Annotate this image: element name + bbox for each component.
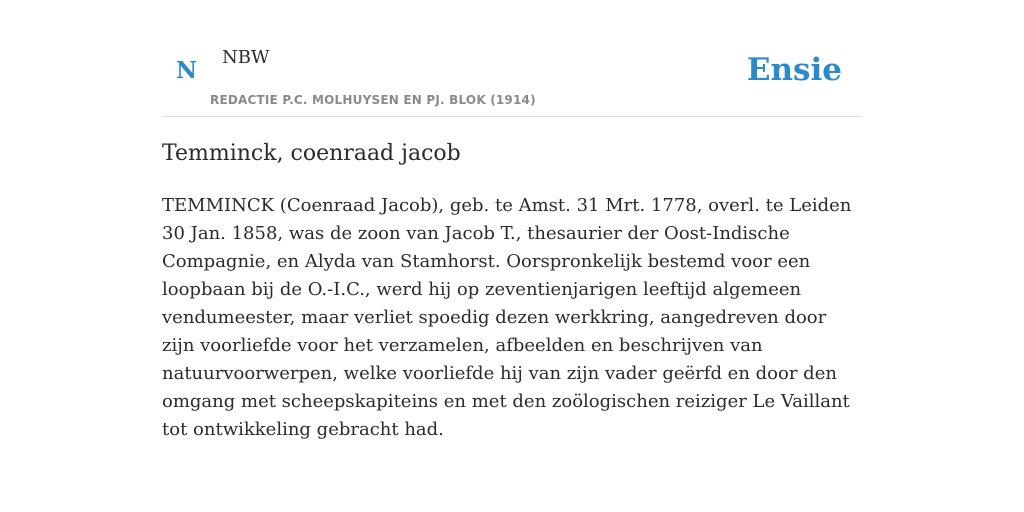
source-logo[interactable]: N — [176, 57, 198, 84]
article-title: Temminck, coenraad jacob — [162, 141, 461, 166]
source-name[interactable]: NBW — [222, 47, 270, 68]
source-header — [162, 0, 862, 117]
brand-logo-link[interactable]: Ensie — [746, 52, 842, 88]
article-body: TEMMINCK (Coenraad Jacob), geb. te Amst. 31 Mrt. 1778, overl. te Leiden 30 Jan. 1858, was de zoon van Jacob T., thesaurier der Oost-Indische Compagnie, en Alyda van Stamhorst. Oorspronkelijk bestemd voor een loopbaan bij de O.-I.C., werd hij op zeventienjarigen leeftijd algemeen vendumeester, maar verliet spoedig dezen werkkring, aangedreven door zijn voorliefde voor het verzamelen, afbeelden en beschrijven van natuurvoorwerpen, welke voorliefde hij van zijn vader geërfd en door den omgang met scheepskapiteins en met den zoölogischen reiziger Le Vaillant tot ontwikkeling gebracht had. — [162, 195, 852, 440]
source-subtitle: REDACTIE P.C. MOLHUYSEN EN PJ. BLOK (1914) — [210, 93, 536, 107]
article-page — [162, 0, 862, 440]
